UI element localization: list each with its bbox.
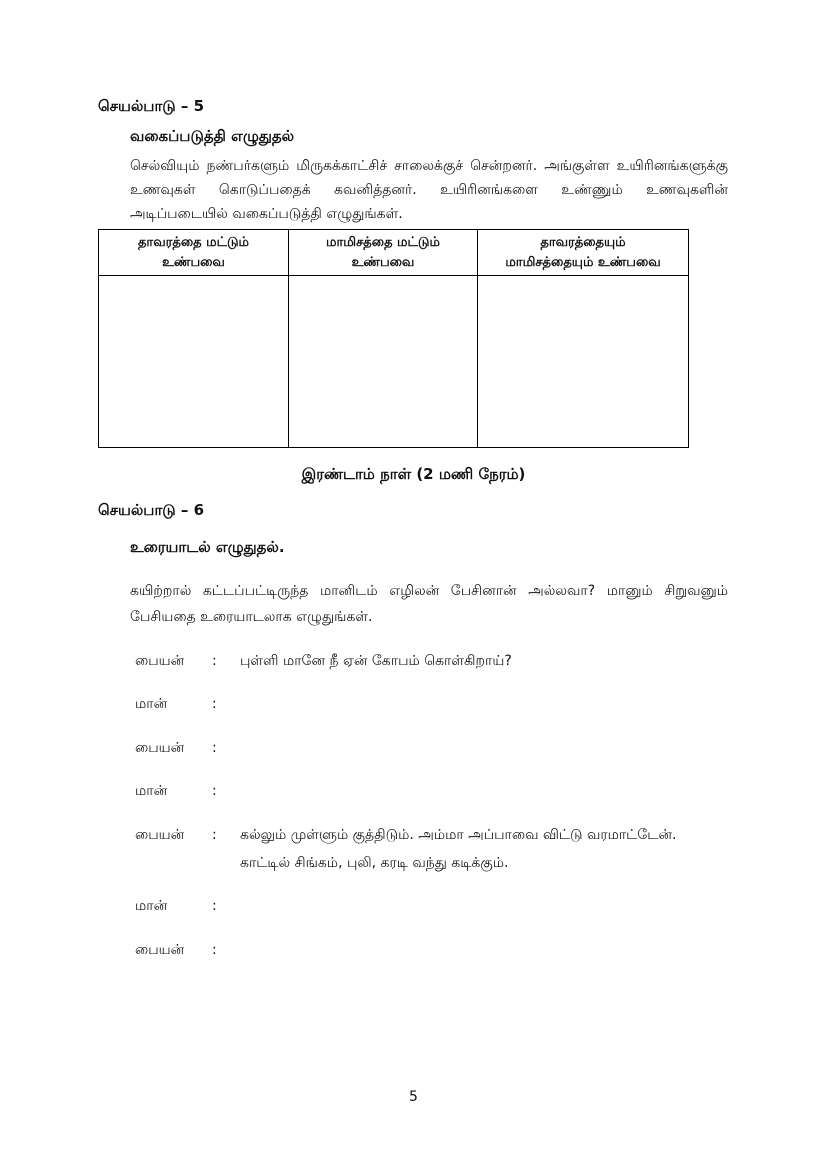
column-header-line: தாவரத்தை மட்டும் [137,234,250,250]
answer-cell-omnivores[interactable] [478,276,689,448]
activity-5-subheading: வகைப்படுத்தி எழுதுதல் [130,127,295,145]
column-header-meat-eaters [289,230,478,276]
dialogue-speaker: மான் [135,783,168,799]
dialogue-colon: : [212,653,217,669]
column-header-line: தாவரத்தையும் [540,234,626,250]
dialogue-line: புள்ளி மானே நீ ஏன் கோபம் கொள்கிறாய்? [240,653,512,669]
dialogue-colon: : [212,696,217,712]
activity-6-heading: செயல்பாடு – 6 [98,501,205,519]
activity-6-instructions: கயிற்றால் கட்டப்பட்டிருந்த மானிடம் எழிலன் பேசினான் அல்லவா? மானும் சிறுவனும் பேசியதை உரையாடலாக எழுதுங்கள். [130,583,728,625]
activity-5-instructions: செல்வியும் நண்பர்களும் மிருகக்காட்சிச் சாலைக்குச் சென்றனர். அங்குள்ள உயிரினங்களுக்கு உணவுகள் கொடுப்பதைக் கவனித்தனர். உயிரினங்களை உண்ணும் உணவுகளின் அடிப்படையில் வகைப்படுத்தி எழுதுங்கள். [130,158,728,222]
dialogue-speaker: பையன் [135,740,185,756]
dialogue-colon: : [212,827,217,843]
dialogue-colon: : [212,740,217,756]
dialogue-line: காட்டில் சிங்கம், புலி, கரடி வந்து கடிக்கும். [240,855,509,871]
column-header-line: உண்பவை [351,254,415,270]
activity-6-subheading: உரையாடல் எழுதுதல். [130,538,285,556]
dialogue-colon: : [212,942,217,958]
day-title: இரண்டாம் நாள் (2 மணி நேரம்) [301,465,526,483]
answer-cell-meat-eaters[interactable] [289,276,478,448]
dialogue-speaker: பையன் [135,653,185,669]
column-header-line: உண்பவை [162,254,225,270]
column-header-line: மாமிசத்தையும் உண்பவை [505,254,661,270]
dialogue-speaker: மான் [135,898,168,914]
activity-5-heading: செயல்பாடு – 5 [98,97,205,115]
dialogue-speaker: பையன் [135,942,185,958]
answer-cell-plant-eaters[interactable] [99,276,289,448]
column-header-plant-eaters [99,230,289,276]
page-number: 5 [409,1089,418,1105]
dialogue-colon: : [212,783,217,799]
dialogue-line: கல்லும் முள்ளும் குத்திடும். அம்மா அப்பாவை விட்டு வரமாட்டேன். [240,827,677,843]
classification-table [98,229,689,448]
dialogue-speaker: பையன் [135,827,185,843]
dialogue-speaker: மான் [135,696,168,712]
dialogue-colon: : [212,898,217,914]
column-header-line: மாமிசத்தை மட்டும் [326,234,440,250]
column-header-omnivores [478,230,689,276]
